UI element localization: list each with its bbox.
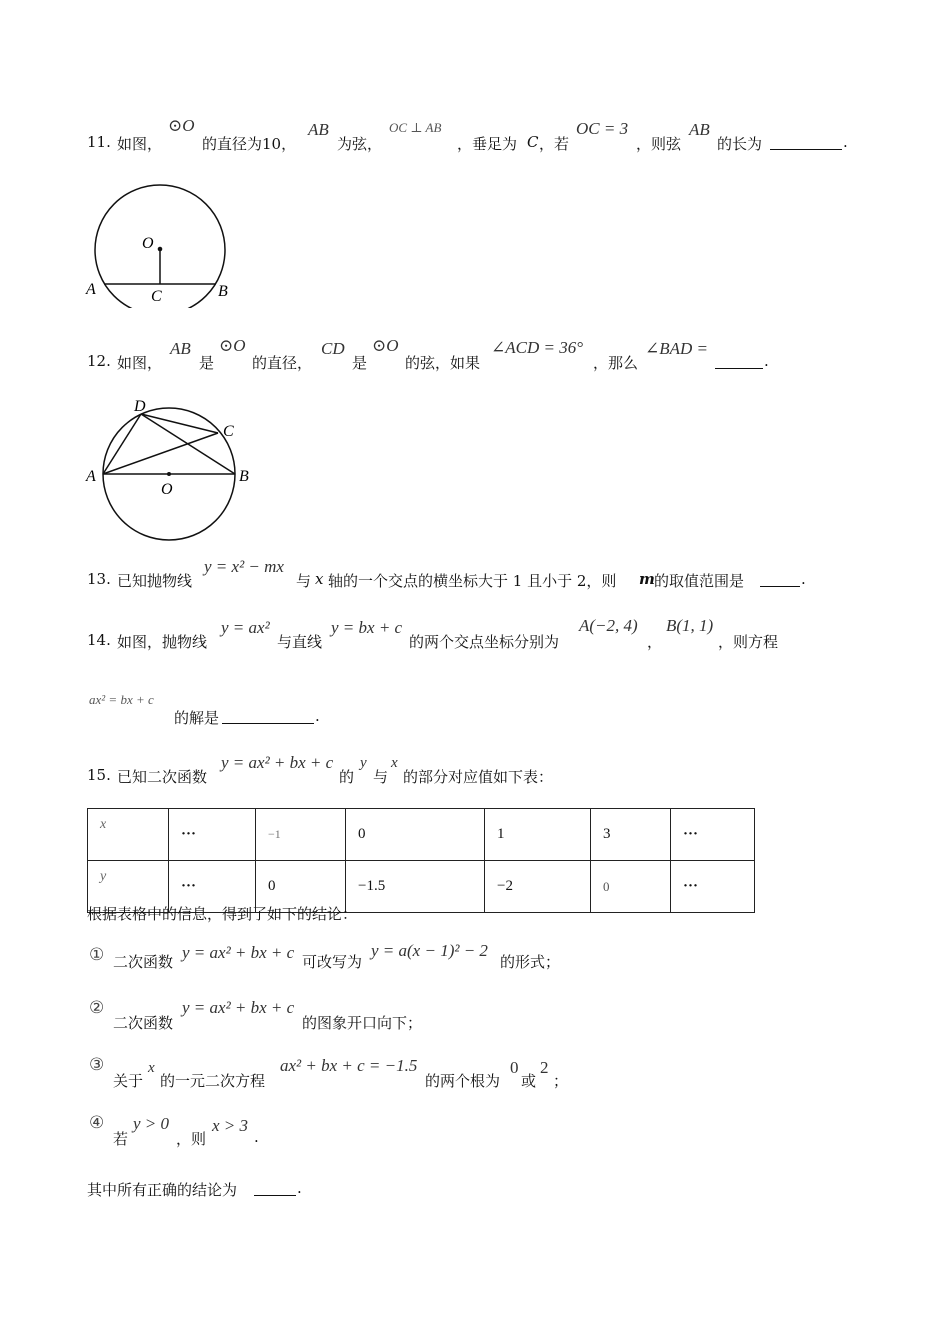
table-cell: 3 <box>591 809 671 861</box>
q15-c2-mark: ② <box>89 998 105 1018</box>
table-cell: ··· <box>671 861 755 913</box>
q12-circle-o-2: ⊙O <box>372 336 399 355</box>
q15-c4-text-2: ，则 <box>176 1130 207 1148</box>
q13-answer-blank <box>760 572 800 587</box>
q14-text-2: 与直线 <box>277 633 323 651</box>
q15-c4-mark: ④ <box>89 1113 105 1133</box>
q15-c1-eq-1: y = ax² + bx + c <box>182 943 295 962</box>
q15-c1-mark: ① <box>89 945 105 965</box>
q11-circle-o: ⊙O <box>168 116 195 135</box>
table-cell: −2 <box>485 861 591 913</box>
q13-x-letter: x <box>315 570 324 588</box>
q15-c3-root-0: 0 <box>510 1058 519 1077</box>
q14-text-5: ，则方程 <box>718 633 779 651</box>
q11-center-dot <box>158 247 163 252</box>
q12-answer-blank <box>715 354 763 369</box>
q14-answer-blank <box>222 709 314 724</box>
q11-label-a: A <box>86 281 96 298</box>
q15-c4-eq-1: y > 0 <box>133 1114 170 1133</box>
table-cell: ··· <box>671 809 755 861</box>
q15-c1-eq-2: y = a(x − 1)² − 2 <box>371 941 488 960</box>
q11-text-5: ，若 <box>539 135 570 153</box>
q11-label-b: B <box>218 283 228 300</box>
table-cell: 0 <box>256 861 346 913</box>
table-cell: 0 <box>346 809 485 861</box>
q15-x: x <box>391 755 398 771</box>
q15-c3-eq: ax² + bx + c = −1.5 <box>280 1056 418 1075</box>
q15-equation: y = ax² + bx + c <box>221 753 334 772</box>
q15-c2-text-1: 二次函数 <box>113 1014 174 1032</box>
q13-text-1: 已知抛物线 <box>117 572 193 590</box>
q15-c3-root-2: 2 <box>540 1058 549 1077</box>
q15-c3-text-2: 的一元二次方程 <box>160 1072 266 1090</box>
q15-c3-text-3: 的两个根为 <box>425 1072 501 1090</box>
table-cell: −1.5 <box>346 861 485 913</box>
q15-text-3: 与 <box>373 768 389 786</box>
q13-number: 13. <box>87 570 111 588</box>
q11-oc-eq: OC = 3 <box>576 119 629 138</box>
table-cell: x <box>88 809 169 861</box>
q12-text-4: 是 <box>352 354 368 372</box>
q12-circle-o: ⊙O <box>219 336 246 355</box>
q12-label-b: B <box>239 468 249 485</box>
q11-text-2: 的直径为10， <box>202 135 297 153</box>
q12-text-2: 是 <box>199 354 215 372</box>
q15-final: 其中所有正确的结论为 <box>87 1181 238 1199</box>
q12-segment-ad <box>103 414 141 474</box>
table-cell: 1 <box>485 809 591 861</box>
q11-number: 11. <box>87 133 111 151</box>
q14-parabola-eq: y = ax² <box>221 618 270 637</box>
q11-end: . <box>843 133 848 151</box>
q15-c3-mark: ③ <box>89 1055 105 1075</box>
q12-figure <box>82 395 257 543</box>
q12-text-5: 的弦，如果 <box>405 354 481 372</box>
q15-c3-text-1: 关于 <box>113 1072 144 1090</box>
q14-end: . <box>315 707 320 725</box>
q11-answer-blank <box>770 135 842 150</box>
q12-text-3: 的直径， <box>252 354 313 372</box>
q15-c3-text-4: 或 <box>521 1072 537 1090</box>
q11-text-1: 如图， <box>117 135 163 153</box>
q11-text-4: ，垂足为 <box>457 135 518 153</box>
q12-angle-bad: ∠BAD = <box>645 339 709 358</box>
table-cell: ··· <box>169 861 256 913</box>
q15-c4-eq-2: x > 3 <box>212 1116 249 1135</box>
q15-c3-x: x <box>148 1060 155 1076</box>
q15-c4-text-1: 若 <box>113 1130 129 1148</box>
table-row-x <box>88 809 755 861</box>
q11-c-letter: C <box>527 133 539 151</box>
q12-ab: AB <box>170 339 191 358</box>
q12-text-6: ，那么 <box>593 354 639 372</box>
table-cell: 0 <box>591 861 671 913</box>
q11-ab: AB <box>308 120 329 139</box>
q15-c2-text-2: 的图象开口向下； <box>302 1014 423 1032</box>
q12-text-1: 如图， <box>117 354 163 372</box>
q15-c1-text-1: 二次函数 <box>113 953 174 971</box>
q11-figure <box>82 178 242 308</box>
q11-ab-2: AB <box>689 120 710 139</box>
q15-c1-text-3: 的形式； <box>500 953 561 971</box>
q12-label-a: A <box>86 468 96 485</box>
q11-text-6: ，则弦 <box>636 135 682 153</box>
q15-text-4: 的部分对应值如下表： <box>403 768 554 786</box>
q12-cd: CD <box>321 339 345 358</box>
q15-c3-text-5: ； <box>553 1072 569 1090</box>
q14-text-3: 的两个交点坐标分别为 <box>409 633 560 651</box>
q14-line-eq: y = bx + c <box>331 618 403 637</box>
q13-end: . <box>801 570 806 588</box>
table-cell: y <box>88 861 169 913</box>
q14-equation: ax² = bx + c <box>89 692 154 707</box>
q12-label-d: D <box>134 398 146 415</box>
q15-end: . <box>297 1179 302 1197</box>
q15-intro: 根据表格中的信息，得到了如下的结论： <box>87 905 358 923</box>
q12-segment-dc <box>141 414 218 433</box>
q13-equation: y = x² − mx <box>204 557 284 576</box>
q14-text-1: 如图，抛物线 <box>117 633 208 651</box>
q12-label-c: C <box>223 423 234 440</box>
q15-number: 15. <box>87 766 111 784</box>
q14-point-b: B(1, 1) <box>666 616 714 635</box>
q13-m-letter: m <box>639 570 655 588</box>
q12-segment-db <box>141 414 235 474</box>
q15-c4-text-3: . <box>254 1128 259 1146</box>
q15-answer-blank <box>254 1181 296 1196</box>
q12-center-dot <box>167 472 171 476</box>
q12-number: 12. <box>87 352 111 370</box>
q15-y: y <box>360 755 367 771</box>
q12-end: . <box>764 352 769 370</box>
q12-segment-ac <box>103 433 218 474</box>
q14-text-6: 的解是 <box>174 709 220 727</box>
q13-text-2: 与 <box>296 572 312 590</box>
q14-text-4: ， <box>647 633 663 651</box>
q15-c1-text-2: 可改写为 <box>302 953 363 971</box>
q14-number: 14. <box>87 631 111 649</box>
q11-text-7: 的长为 <box>717 135 763 153</box>
q11-label-o: O <box>142 235 154 252</box>
q11-perp: OC ⊥ AB <box>389 120 442 135</box>
q12-angle-acd: ∠ACD = 36° <box>491 338 584 357</box>
q14-point-a: A(−2, 4) <box>579 616 638 635</box>
q11-text-3: 为弦， <box>337 135 383 153</box>
table-cell: ··· <box>169 809 256 861</box>
q15-text-1: 已知二次函数 <box>117 768 208 786</box>
table-cell: −1 <box>256 809 346 861</box>
q15-c2-eq: y = ax² + bx + c <box>182 998 295 1017</box>
q13-text-3: 轴的一个交点的横坐标大于 1 且小于 2，则 <box>328 572 617 590</box>
q13-text-4: 的取值范围是 <box>654 572 745 590</box>
q12-label-o: O <box>161 481 173 498</box>
q11-label-c: C <box>151 288 162 305</box>
q15-value-table <box>87 808 755 913</box>
q15-text-2: 的 <box>339 768 355 786</box>
